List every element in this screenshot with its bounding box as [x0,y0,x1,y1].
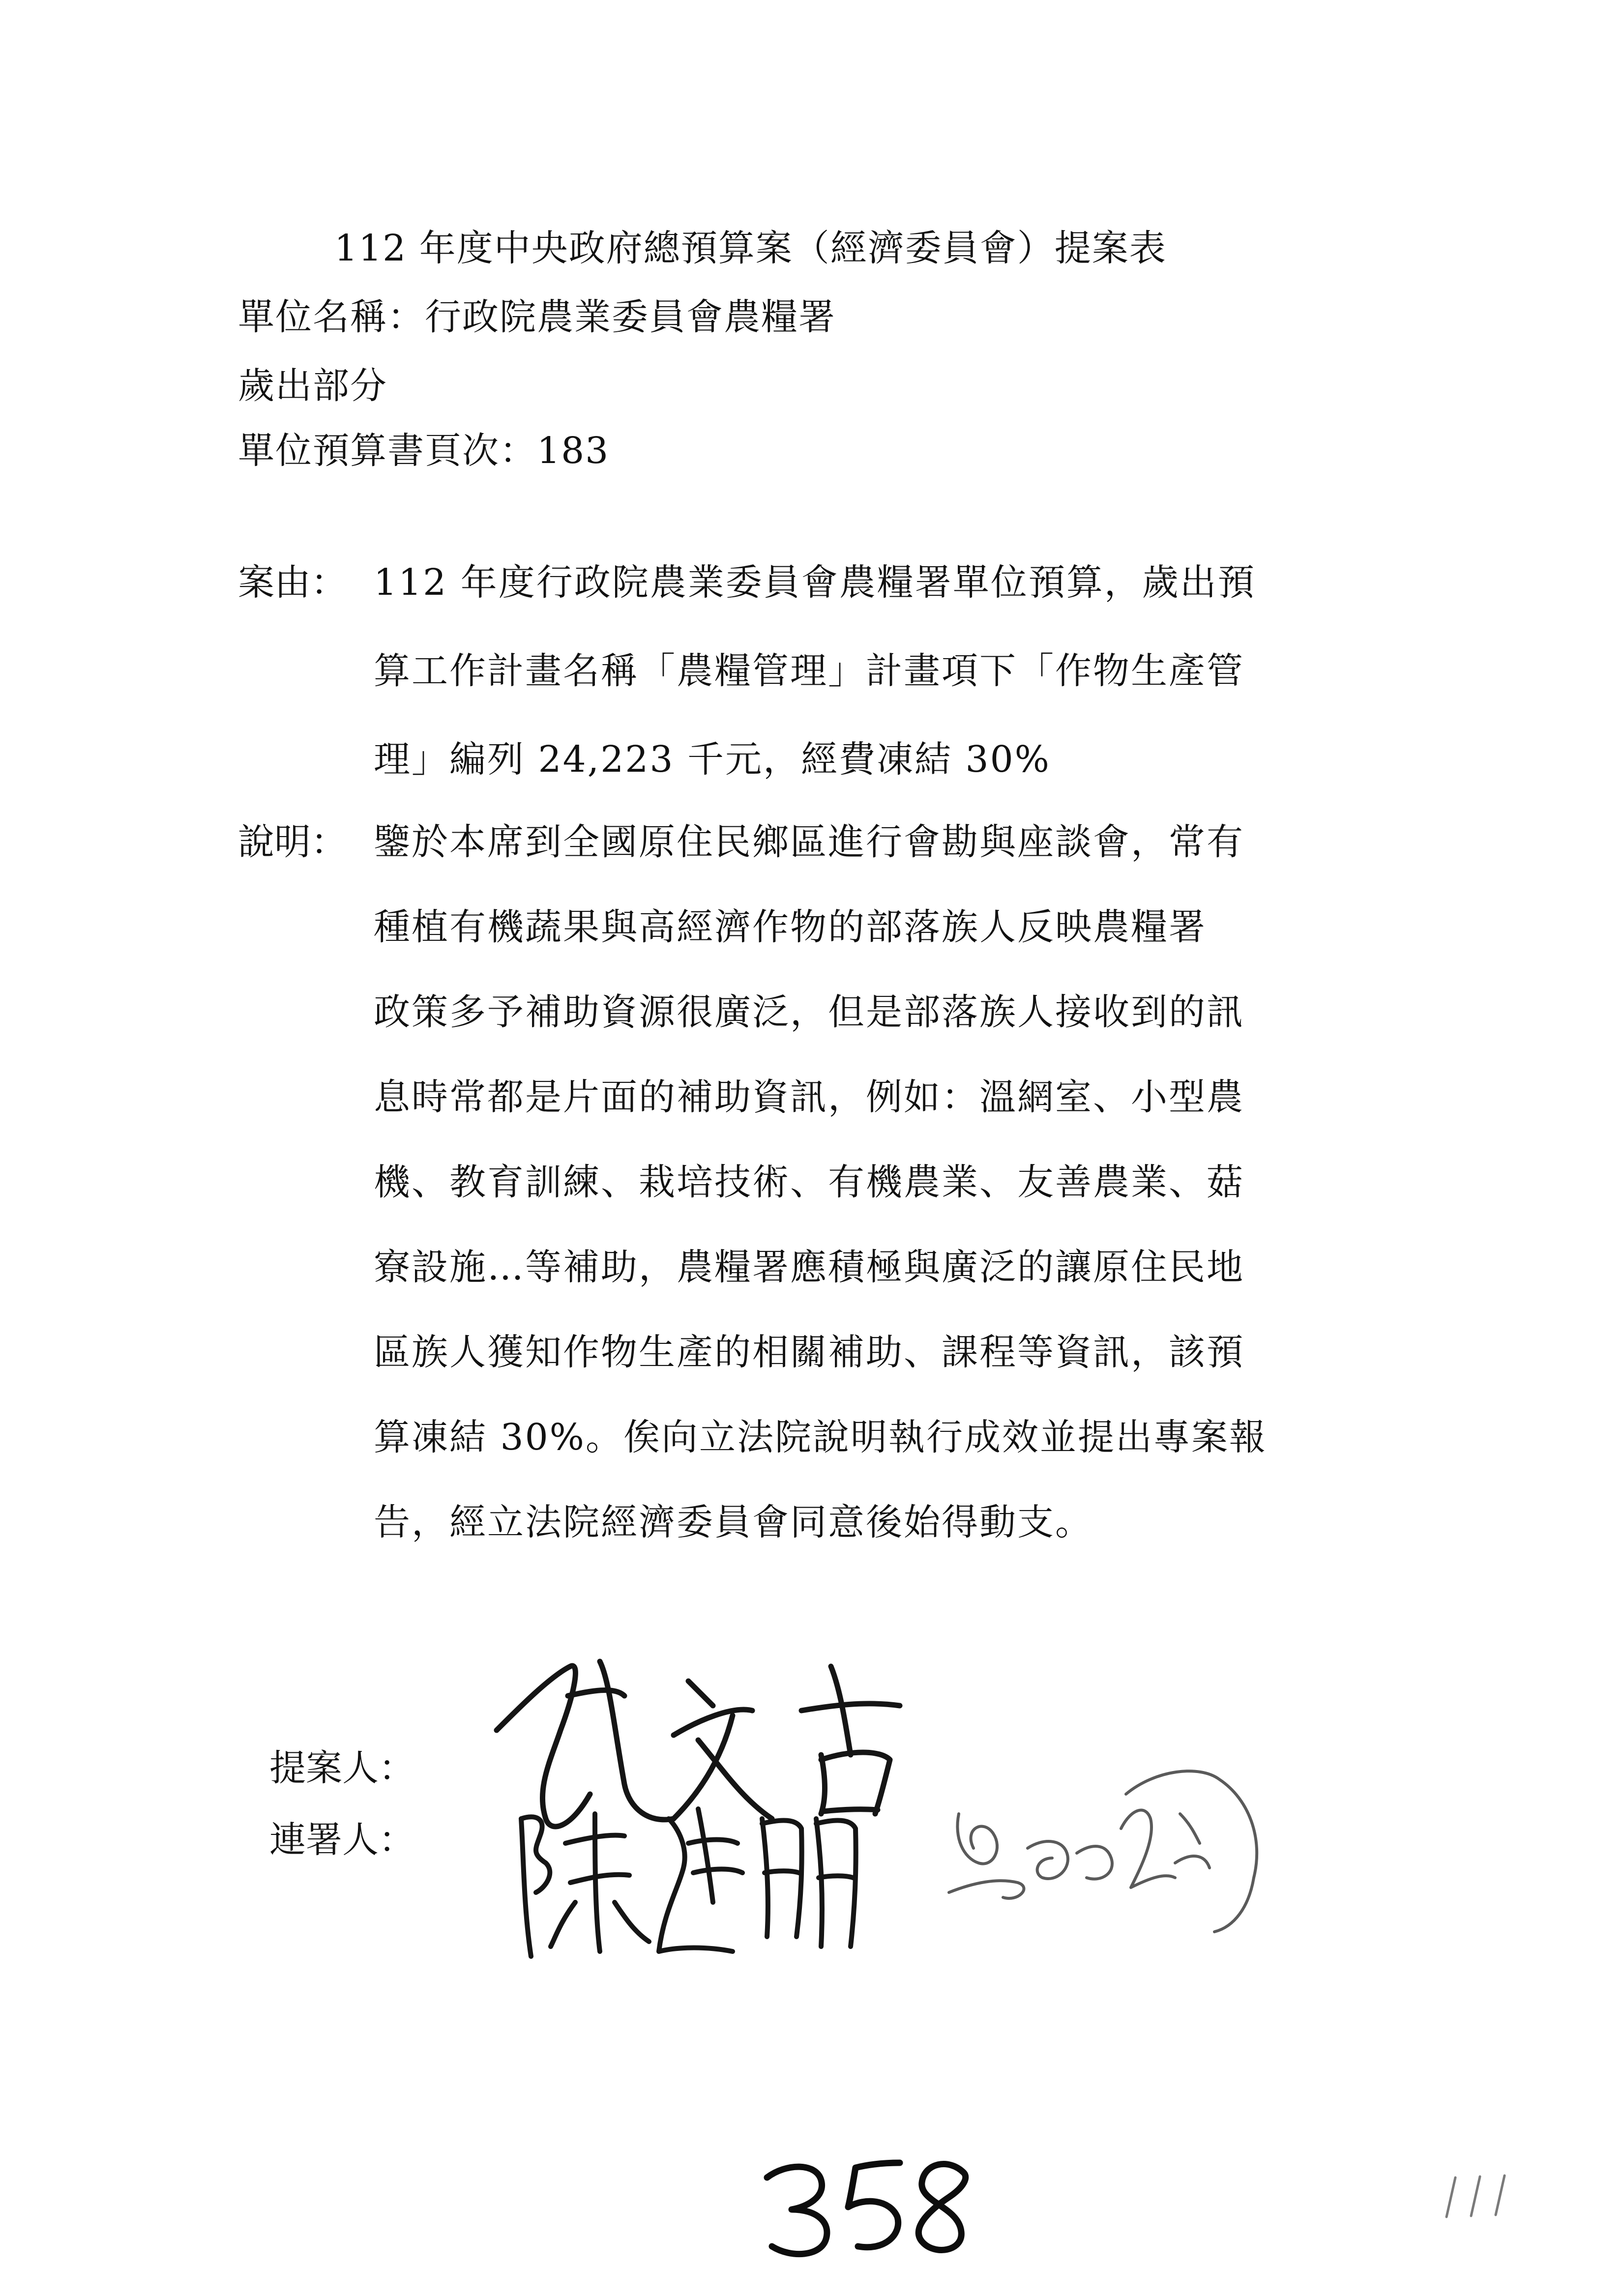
description-line: 政策多予補助資源很廣泛，但是部落族人接收到的訊 [374,991,1244,1033]
reason-line: 112 年度行政院農業委員會農糧署單位預算，歲出預 [374,561,1256,604]
description-line: 息時常都是片面的補助資訊，例如：溫網室、小型農 [374,1076,1244,1118]
description-line: 寮設施…等補助，農糧署應積極與廣泛的讓原住民地 [374,1246,1244,1288]
description-line: 告，經立法院經濟委員會同意後始得動支。 [374,1501,1093,1543]
section-line: 歲出部分 [238,365,387,407]
budget-page-ref-line: 單位預算書頁次：183 [238,430,610,472]
handwritten-mark [1436,2168,1519,2227]
reason-line: 算工作計畫名稱「農糧管理」計畫項下「作物生產管 [374,650,1244,692]
handwritten-page-number [752,2153,978,2261]
proposer-label: 提案人： [269,1747,415,1789]
form-title: 112 年度中央政府總預算案（經濟委員會）提案表 [334,227,1167,269]
description-line: 種植有機蔬果與高經濟作物的部落族人反映農糧署 [374,906,1207,948]
reason-text [374,561,1256,830]
description-line: 區族人獲知作物生產的相關補助、課程等資訊，該預 [374,1331,1244,1373]
reason-line: 理」編列 24,223 千元，經費凍結 30% [374,738,1051,781]
description-line: 算凍結 30%。俟向立法院說明執行成效並提出專案報 [374,1416,1267,1458]
cosigner-signature-1 [502,1789,875,1976]
description-text [374,821,1267,1589]
description-label: 說明： [238,821,347,863]
description-line: 機、教育訓練、栽培技術、有機農業、友善農業、菇 [374,1161,1244,1203]
cosigner-signature-2 [934,1750,1288,1956]
reason-label: 案由： [238,561,347,604]
unit-name-line: 單位名稱：行政院農業委員會農糧署 [238,296,836,338]
description-line: 鑒於本席到全國原住民鄉區進行會勘與座談會，常有 [374,821,1244,863]
cosigner-label: 連署人： [269,1819,415,1861]
